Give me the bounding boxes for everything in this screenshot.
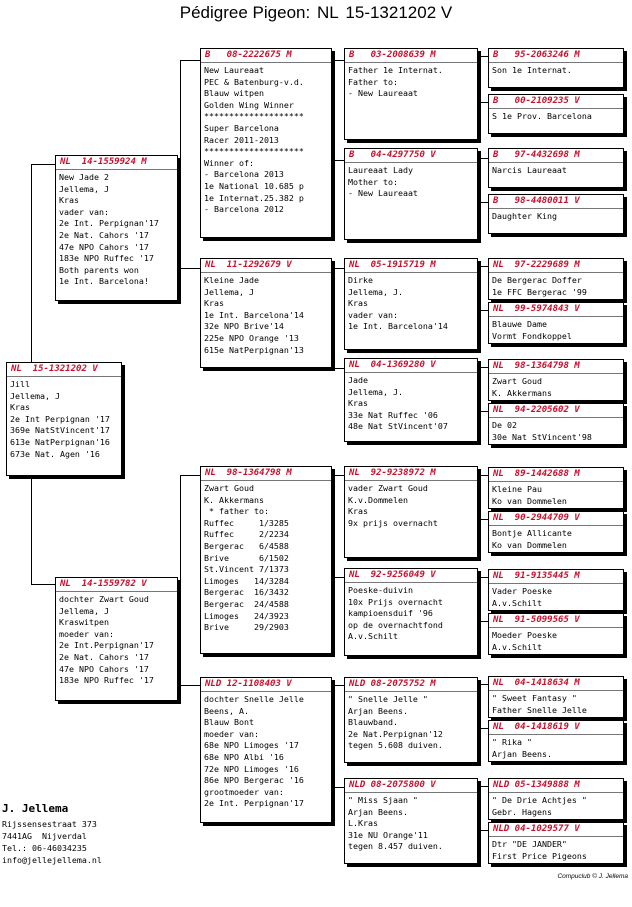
ring-number: NL 98-1364798 M (201, 467, 331, 481)
card-line: Bergerac 16/3432 (204, 587, 289, 598)
breeder-name: J. Jellema (2, 802, 69, 815)
breeder-phone: Tel.: 06-46034235 (2, 843, 87, 853)
pigeon-card-mm (200, 677, 332, 823)
card-line: 673e Nat. Agen '16 (10, 448, 100, 459)
connector-line (180, 60, 202, 61)
pigeon-card-subject (6, 362, 122, 476)
pigeon-card-fmm (344, 358, 478, 442)
card-line: Daughter King (492, 211, 557, 221)
title-ring: 15-1321202 V (345, 3, 453, 22)
card-line: moeder van: (59, 628, 114, 639)
card-line: Kras (10, 402, 30, 413)
card-line: Kleine Pau (492, 484, 542, 494)
card-line: " Miss Sjaan " (348, 795, 418, 805)
card-line: Jellema, J. (348, 386, 403, 397)
pigeon-card-g11 (488, 569, 624, 611)
pigeon-card-fff (344, 48, 478, 140)
card-line: vader van: (348, 309, 398, 320)
pigeon-card-g16 (488, 822, 624, 864)
ring-number: B 08-2222675 M (201, 49, 331, 63)
card-line: Jade (348, 375, 368, 385)
card-line: dochter Zwart Goud (59, 594, 149, 604)
pigeon-card-g1 (488, 48, 624, 88)
card-line: Blauw Bont (204, 717, 254, 728)
breeder-city: 7441AG Nijverdal (2, 831, 87, 841)
ring-number: NL 11-1292679 V (201, 259, 331, 273)
card-line: Golden Wing Winner (204, 99, 294, 110)
ring-number: NL 14-1559782 V (56, 578, 177, 592)
card-line: - New Laureaat (348, 88, 418, 99)
card-line: 2e Nat.Perpignan'12 (348, 728, 443, 739)
card-line: Kraswitpen (59, 617, 109, 628)
ring-number: NLD 04-1029577 V (489, 823, 623, 837)
card-line: Arjan Beens. (348, 806, 408, 817)
ring-number: NL 14-1559924 M (56, 156, 177, 170)
card-line: 1e National 10.685 p (204, 180, 304, 191)
card-line: 615e NatPerpignan'13 (204, 344, 304, 355)
card-line: Kras (204, 298, 224, 309)
card-line: A.v.Schilt (348, 631, 398, 642)
card-line: PEC & Batenburg-v.d. (204, 76, 304, 87)
card-line: Both parents won (59, 264, 139, 275)
ring-number: B 04-4297750 V (345, 149, 477, 163)
ring-number: NLD 08-2075752 M (345, 678, 477, 692)
connector-line (180, 685, 202, 686)
card-line: " Snelle Jelle " (348, 694, 428, 704)
card-line: 183e NPO Ruffec '17 (59, 253, 154, 264)
connector-line (180, 164, 181, 268)
pigeon-card-g4 (488, 194, 624, 234)
card-line: 369e NatStVincent'17 (10, 425, 110, 436)
breeder-email: info@jellejellema.nl (2, 855, 102, 865)
card-line: tegen 5.608 duiven. (348, 740, 443, 751)
card-line: Jellema, J (59, 183, 109, 194)
card-line: Ko van Dommelen (492, 495, 567, 506)
connector-line (31, 584, 57, 585)
page-title (0, 3, 632, 23)
card-line: 1e FFC Bergerac '99 (492, 286, 587, 297)
ring-number: NL 99-5974843 V (489, 303, 623, 317)
card-line: 2e Int.Perpignan'17 (59, 640, 154, 651)
card-line: tegen 8.457 duiven. (348, 841, 443, 852)
ring-number: B 95-2063246 M (489, 49, 623, 63)
card-line: Bergerac 24/4588 (204, 598, 289, 609)
pigeon-card-fm (200, 258, 332, 368)
card-line: Kras (348, 398, 368, 409)
ring-number: NL 04-1369280 V (345, 359, 477, 373)
pigeon-card-g15 (488, 778, 624, 820)
pigeon-card-mmm (344, 778, 478, 864)
card-line: New Jade 2 (59, 172, 109, 182)
card-line: 47e NPO Cahors '17 (59, 241, 149, 252)
card-line: Blauwband. (348, 717, 398, 728)
card-line: Racer 2011-2013 (204, 134, 279, 145)
connector-line (180, 475, 202, 476)
pigeon-card-ff (200, 48, 332, 238)
ring-number: NL 04-1418619 V (489, 721, 623, 735)
card-line: Dtr "DE JANDER" (492, 839, 567, 849)
ring-number: NL 05-1915719 M (345, 259, 477, 273)
card-line: 10x Prijs overnacht (348, 596, 443, 607)
card-line: Brive 6/1502 (204, 552, 289, 563)
card-line: grootmoeder van: (204, 786, 284, 797)
ring-number: NL 92-9238972 M (345, 467, 477, 481)
ring-number: NL 92-9256049 V (345, 569, 477, 583)
card-line: vader Zwart Goud (348, 483, 428, 493)
card-line: First Price Pigeons (492, 850, 587, 861)
card-line: Ko van Dommelen (492, 539, 567, 550)
card-line: Ruffec 1/3285 (204, 517, 289, 528)
card-line: ******************** (204, 111, 304, 122)
ring-number: NLD 08-2075800 V (345, 779, 477, 793)
ring-number: NL 94-2205602 V (489, 404, 623, 418)
card-line: New Laureaat (204, 65, 264, 75)
pigeon-card-g3 (488, 148, 624, 188)
ring-number: NL 97-2229689 M (489, 259, 623, 273)
card-line: Father Snelle Jelle (492, 704, 587, 715)
title-country: NL (316, 3, 339, 22)
card-line: Kras (348, 298, 368, 309)
card-line: vader van: (59, 206, 109, 217)
ring-number: NL 90-2944709 V (489, 512, 623, 526)
software-credit: Compuclub © J. Jellema (557, 873, 628, 880)
card-line: 1e Int. Barcelona! (59, 276, 149, 287)
card-line: Jellema, J. (348, 286, 403, 297)
ring-number: B 03-2008639 M (345, 49, 477, 63)
card-line: 2e Int. Perpignan'17 (59, 218, 159, 229)
ring-number: NL 91-5099565 V (489, 614, 623, 628)
card-line: kampioensduif '96 (348, 608, 433, 619)
card-line: - New Laureaat (348, 188, 418, 199)
card-line: Father to: (348, 76, 398, 87)
breeder-info (2, 800, 102, 866)
pigeon-card-g5 (488, 258, 624, 300)
pigeon-card-g6 (488, 302, 624, 344)
card-line: Bergerac 6/4588 (204, 540, 289, 551)
pigeon-card-ffm (344, 148, 478, 240)
card-line: A.v.Schilt (492, 641, 542, 652)
card-line: 1e Internat.25.382 p (204, 192, 304, 203)
connector-line (180, 268, 202, 269)
card-line: 31e NU Orange'11 (348, 829, 428, 840)
pigeon-card-g9 (488, 467, 624, 509)
card-line: 2e Int. Perpignan'17 (204, 798, 304, 809)
card-line: K. Akkermans (204, 494, 264, 505)
card-line: Jellema, J (59, 605, 109, 616)
card-line: 48e Nat StVincent'07 (348, 421, 448, 432)
card-line: De Bergerac Doffer (492, 275, 582, 285)
card-line: Jill (10, 379, 30, 389)
card-line: 47e NPO Cahors '17 (59, 663, 149, 674)
card-line: op de overnachtfond (348, 619, 443, 630)
pigeon-card-fmf (344, 258, 478, 350)
card-line: dochter Snelle Jelle (204, 694, 304, 704)
card-line: 86e NPO Bergerac '16 (204, 775, 304, 786)
card-line: Moeder Poeske (492, 630, 557, 640)
connector-line (31, 478, 32, 584)
ring-number: NL 15-1321202 V (7, 363, 121, 377)
card-line: Blauwe Dame (492, 319, 547, 329)
card-line: K.v.Dommelen (348, 494, 408, 505)
card-line: K. Akkermans (492, 387, 552, 398)
pigeon-card-mother (55, 577, 178, 701)
card-line: Blauw witpen (204, 88, 264, 99)
breeder-street: Rijssensestraat 373 (2, 819, 97, 829)
card-line: Jellema, J (10, 390, 60, 401)
pigeon-card-mf (200, 466, 332, 654)
pigeon-card-mfm (344, 568, 478, 656)
card-line: Zwart Goud (492, 376, 542, 386)
card-line: Bontje Allicante (492, 528, 572, 538)
connector-line (180, 60, 181, 164)
card-line: Father 1e Internat. (348, 65, 443, 75)
card-line: A.v.Schilt (492, 597, 542, 608)
card-line: moeder van: (204, 728, 259, 739)
card-line: 183e NPO Ruffec '17 (59, 675, 154, 686)
card-line: * father to: (204, 506, 269, 517)
ring-number: B 97-4432698 M (489, 149, 623, 163)
card-line: Vormt Fondkoppel (492, 330, 572, 341)
card-line: ******************** (204, 146, 304, 157)
card-line: 68e NPO Limoges '17 (204, 740, 299, 751)
card-line: De 02 (492, 420, 517, 430)
card-line: Arjan Beens. (348, 705, 408, 716)
card-line: 2e Int Perpignan '17 (10, 413, 110, 424)
card-line: L.Kras (348, 818, 378, 829)
card-line: 2e Nat. Cahors '17 (59, 229, 149, 240)
pigeon-card-g13 (488, 676, 624, 718)
card-line: 9x prijs overnacht (348, 517, 438, 528)
connector-line (180, 584, 181, 685)
pigeon-card-mff (344, 466, 478, 558)
card-line: 72e NPO Limoges '16 (204, 763, 299, 774)
connector-line (31, 164, 32, 364)
card-line: St.Vincent 7/1373 (204, 564, 289, 575)
card-line: 1e Int. Barcelona'14 (204, 309, 304, 320)
card-line: " De Drie Achtjes " (492, 795, 587, 805)
card-line: Jellema, J (204, 286, 254, 297)
card-line: 68e NPO Albi '16 (204, 751, 284, 762)
card-line: 33e Nat Ruffec '06 (348, 409, 438, 420)
card-line: Limoges 14/3284 (204, 575, 289, 586)
ring-number: B 98-4480011 V (489, 195, 623, 209)
card-line: 225e NPO Orange '13 (204, 332, 299, 343)
card-line: S 1e Prov. Barcelona (492, 111, 592, 121)
card-line: 32e NPO Brive'14 (204, 321, 284, 332)
card-line: Beens, A. (204, 705, 249, 716)
pigeon-card-g12 (488, 613, 624, 655)
pigeon-card-g2 (488, 94, 624, 134)
ring-number: NL 89-1442688 M (489, 468, 623, 482)
card-line: Ruffec 2/2234 (204, 529, 289, 540)
card-line: Gebr. Hagens (492, 806, 552, 817)
connector-line (180, 475, 181, 584)
card-line: Zwart Goud (204, 483, 254, 493)
card-line: 30e Nat StVincent'98 (492, 431, 592, 442)
card-line: Kleine Jade (204, 275, 259, 285)
ring-number: NLD 05-1349888 M (489, 779, 623, 793)
card-line: - Barcelona 2013 (204, 169, 284, 180)
card-line: Super Barcelona (204, 122, 279, 133)
card-line: Kras (348, 506, 368, 517)
card-line: Arjan Beens. (492, 748, 552, 759)
pigeon-card-g7 (488, 359, 624, 401)
card-line: Mother to: (348, 176, 398, 187)
ring-number: NL 04-1418634 M (489, 677, 623, 691)
ring-number: NL 98-1364798 M (489, 360, 623, 374)
card-line: Poeske-duivin (348, 585, 413, 595)
pigeon-card-father (55, 155, 178, 301)
card-line: 1e Int. Barcelona'14 (348, 321, 448, 332)
ring-number: B 00-2109235 V (489, 95, 623, 109)
pigeon-card-g8 (488, 403, 624, 445)
card-line: Kras (59, 195, 79, 206)
ring-number: NL 91-9135445 M (489, 570, 623, 584)
connector-line (31, 164, 57, 165)
card-line: Narcis Laureaat (492, 165, 567, 175)
card-line: Winner of: (204, 157, 254, 168)
card-line: Vader Poeske (492, 586, 552, 596)
pigeon-card-mmf (344, 677, 478, 763)
title-label: Pédigree Pigeon: (179, 3, 311, 22)
card-line: 2e Nat. Cahors '17 (59, 651, 149, 662)
card-line: " Sweet Fantasy " (492, 693, 577, 703)
ring-number: NLD 12-1108403 V (201, 678, 331, 692)
card-line: Son 1e Internat. (492, 65, 572, 75)
card-line: Dirke (348, 275, 373, 285)
card-line: " Rika " (492, 737, 532, 747)
card-line: Laureaat Lady (348, 165, 413, 175)
card-line: Limoges 24/3923 (204, 610, 289, 621)
pigeon-card-g10 (488, 511, 624, 553)
card-line: Brive 29/2903 (204, 622, 289, 633)
card-line: 613e NatPerpignan'16 (10, 436, 110, 447)
pigeon-card-g14 (488, 720, 624, 762)
card-line: - Barcelona 2012 (204, 204, 284, 215)
